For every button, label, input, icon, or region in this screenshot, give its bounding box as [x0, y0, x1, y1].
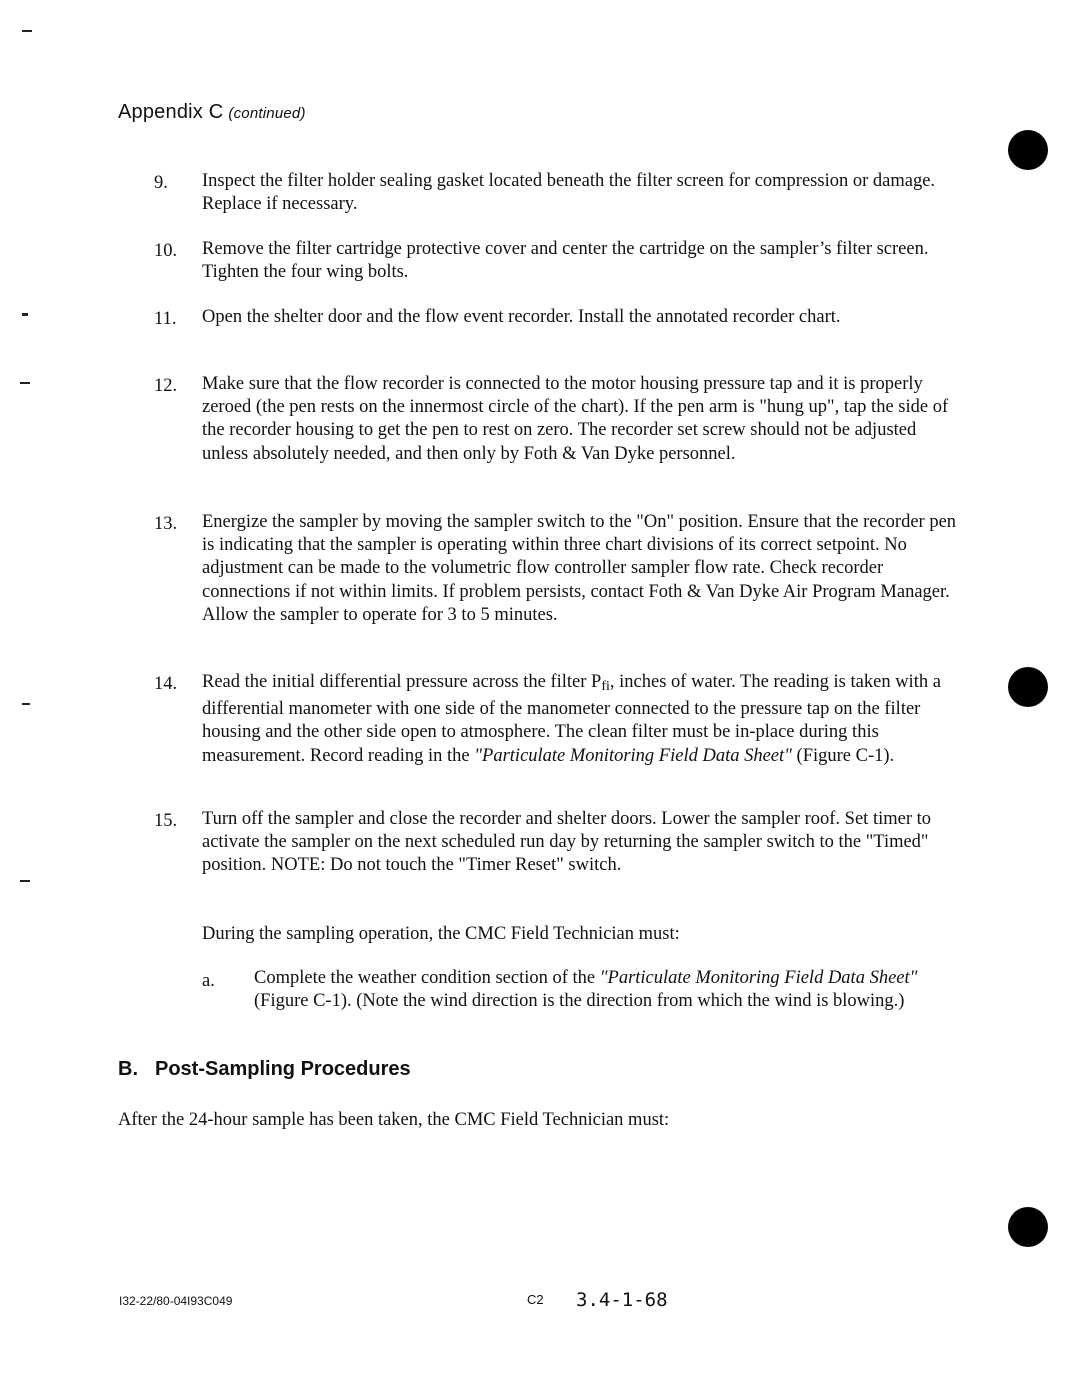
scan-mark: [22, 703, 30, 705]
item-number: 10.: [154, 241, 178, 261]
item-text: (Figure C-1). (Note the wind direction is the direction from which the wind is blowing.): [254, 991, 905, 1012]
document-number: 3.4-1-68: [576, 1289, 668, 1311]
subscript: fi: [601, 679, 610, 694]
list-item: Inspect the filter holder sealing gasket located beneath the filter screen for compression or damage. Replace if necessary.: [202, 171, 936, 215]
item-number: 11.: [154, 309, 177, 329]
paragraph: During the sampling operation, the CMC Field Technician must:: [202, 924, 680, 944]
section-title: Post-Sampling Procedures: [155, 1058, 411, 1080]
subitem: [254, 967, 954, 1013]
item-number: 12.: [154, 376, 178, 396]
section-letter: B.: [118, 1058, 138, 1080]
punch-hole: [1008, 130, 1048, 170]
form-title: "Particulate Monitoring Field Data Sheet": [599, 968, 918, 988]
item-text: Complete the weather condition section of the: [254, 968, 600, 988]
list-item: Energize the sampler by moving the sampler switch to the "On" position. Ensure that the recorder pen is indicating that the sampler is operating within three chart divisions of its correct setpoint. No adjustment can be made to the volumetric flow controller sampler flow rate. Check recorder connections if not within limits. If problem persists, contact Foth & Van Dyke Air Program Manager. Allow the sampler to operate for 3 to 5 minutes.: [202, 512, 957, 625]
subitem-letter: a.: [202, 971, 215, 991]
document-id: I32-22/80-04I93C049: [119, 1294, 233, 1308]
list-item: Remove the filter cartridge protective cover and center the cartridge on the sampler’s filter screen. Tighten the four wing bolts.: [202, 239, 929, 283]
punch-hole: [1008, 1207, 1048, 1247]
scan-mark: [22, 313, 28, 316]
list-item: [202, 671, 962, 768]
item-text: Read the initial differential pressure across the filter P: [202, 672, 602, 692]
header-continued: (continued): [228, 105, 306, 122]
form-title: "Particulate Monitoring Field Data Sheet": [474, 745, 792, 766]
page-header: [118, 101, 306, 124]
item-number: 14.: [154, 674, 178, 694]
item-text: (Figure C-1).: [791, 745, 895, 766]
scan-mark: [22, 30, 32, 32]
scan-mark: [20, 382, 30, 384]
item-number: 13.: [154, 514, 178, 534]
list-item: Turn off the sampler and close the recorder and shelter doors. Lower the sampler roof. Set timer to activate the sampler on the next scheduled run day by returning the sampler switch to the "Timed" position. NOTE: Do not touch the "Timer Reset" switch.: [202, 809, 931, 876]
item-number: 15.: [154, 811, 178, 831]
punch-hole: [1008, 667, 1048, 707]
header-title: Appendix C: [118, 101, 224, 123]
page-number: C2: [527, 1292, 544, 1307]
item-text: , inches of water. The reading is taken with a differential manometer with one side of the manometer connected to the pressure tap on the filter housing and the other side open to atmosphere. The clean filter must be in-place during this measurement. Record reading in the: [202, 672, 941, 766]
list-item: Make sure that the flow recorder is connected to the motor housing pressure tap and it is properly zeroed (the pen rests on the innermost circle of the chart). If the pen arm is "hung up", tap the side of the recorder housing to get the pen to rest on zero. The recorder set screw should not be adjusted unless absolutely needed, and then only by Foth & Van Dyke personnel.: [202, 374, 949, 464]
list-item: Open the shelter door and the flow event recorder. Install the annotated recorder chart.: [202, 307, 841, 327]
section-heading: [118, 1058, 411, 1081]
paragraph: After the 24-hour sample has been taken, the CMC Field Technician must:: [118, 1110, 670, 1130]
item-number: 9.: [154, 173, 168, 193]
scan-mark: [20, 880, 30, 882]
